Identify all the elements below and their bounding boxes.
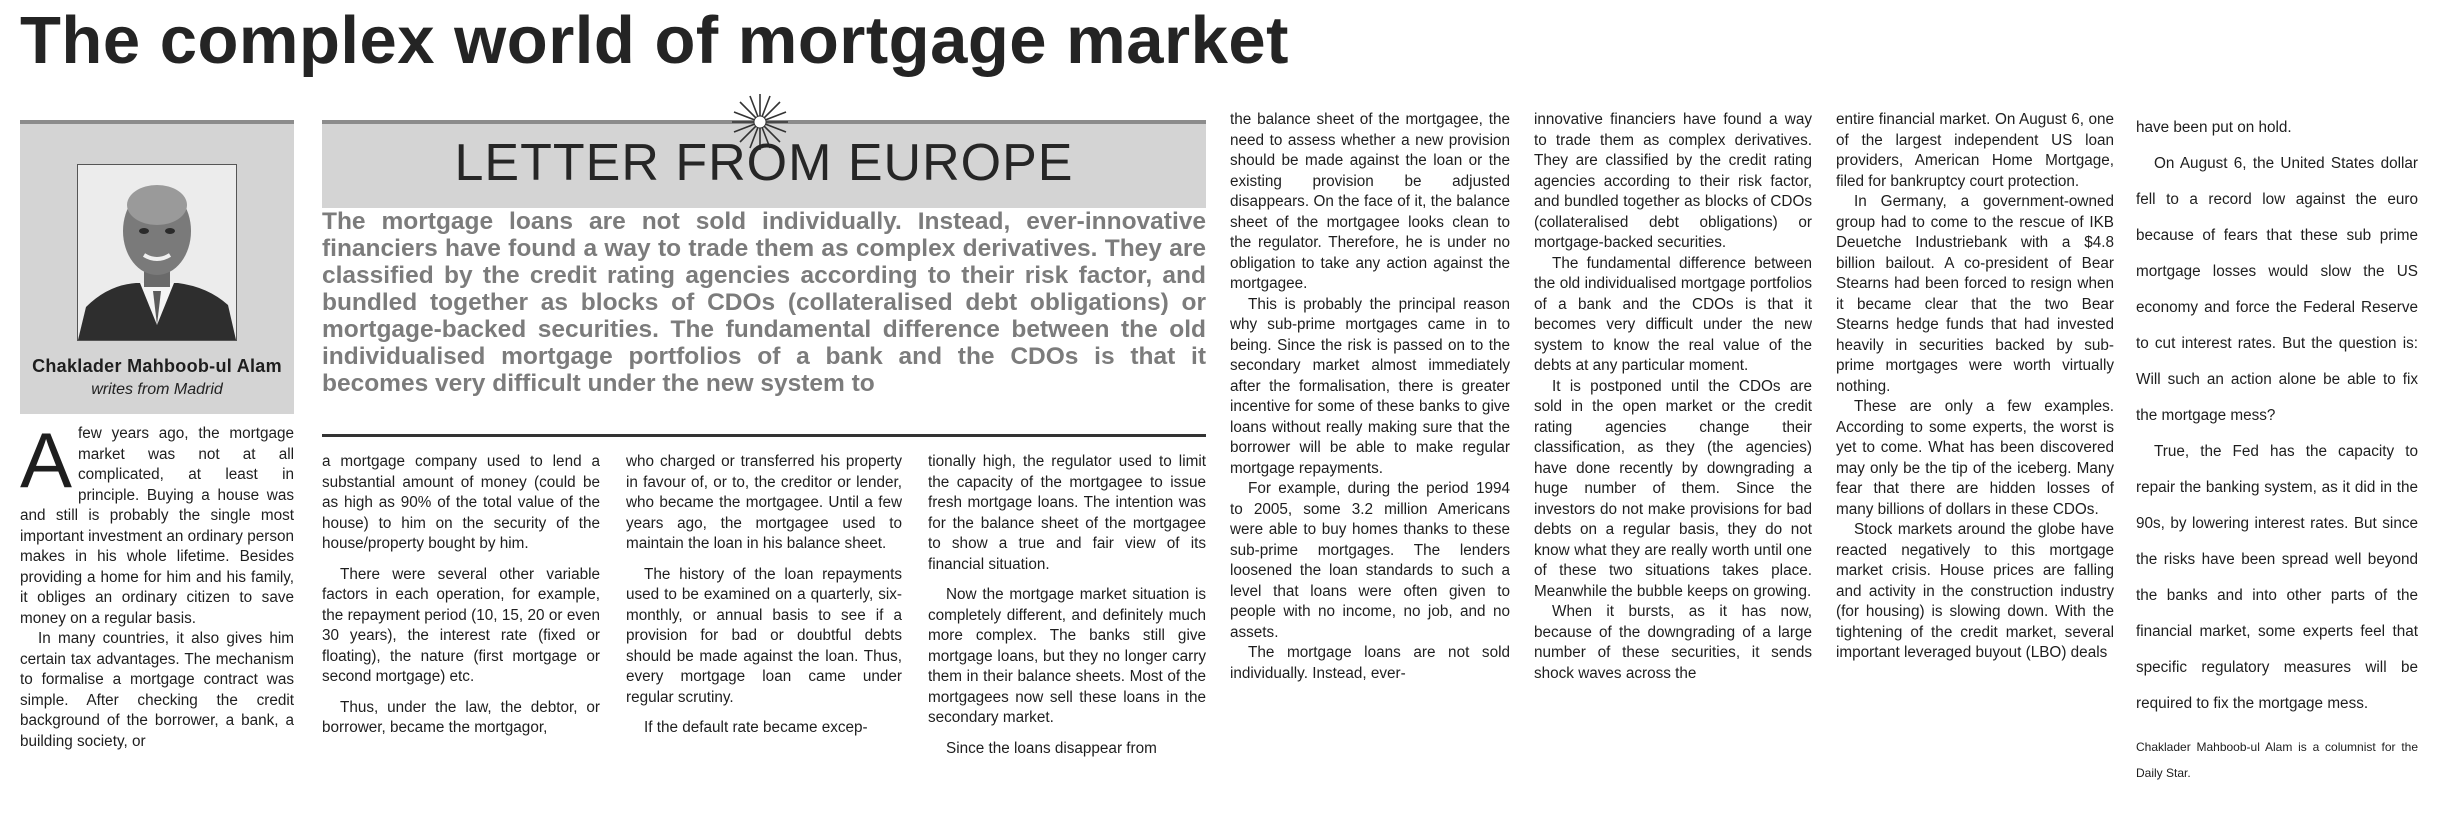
paragraph: In many countries, it also gives him certain tax advantages. The mechanism to formalise a mortgage contract was simple. After checking the credit background of the borrower, a bank, a building society, or bbox=[20, 630, 294, 750]
pull-quote: The mortgage loans are not sold individually. Instead, ever-innovative financiers have found a way to trade them as complex derivatives. They are classified by the credit rating agencies according to their risk factor, and bundled together as blocks of CDOs (collateralised debt obligations) or mortgage-backed securities. The fundamental difference between the old individualised mortgage portfolios of a bank and the CDOs is that it becomes very difficult under the new system to bbox=[322, 208, 1206, 397]
paragraph: This is probably the principal reason why sub-prime mortgages came in to being. Since the risk is passed on to the secondary market almost immediately after the formalisation, there is greater incentive for some of these banks to give loans without really making sure that the borrower will be able to make regular mortgage repayments. bbox=[1230, 295, 1510, 477]
article-column-2 bbox=[322, 452, 600, 814]
paragraph: In Germany, a government-owned group had to come to the rescue of IKB Deuetche Industriebank with a $4.8 billion bailout. A co-president of Bear Stearns had been forced to resign when it became clear that the two Bear Stearns hedge funds that had invested heavily in securities backed by sub-prime mortgages were worth virtually nothing. bbox=[1836, 193, 2114, 395]
section-title: LETTER FROM EUROPE bbox=[454, 134, 1074, 192]
paragraph: entire financial market. On August 6, one of the largest independent US loan providers, American Home Mortgage, filed for bankruptcy court protection. bbox=[1836, 111, 2114, 190]
paragraph: The history of the loan repayments used to be examined on a quarterly, six-monthly, or annual basis to see if a provision for bad or doubtful debts should be made against the loan. Thus, every mortgage loan came under regular scrutiny. bbox=[626, 565, 902, 706]
paragraph: Thus, under the law, the debtor, or borrower, became the mortgagor, bbox=[322, 698, 600, 736]
paragraph: Since the loans disappear from bbox=[946, 739, 1157, 757]
paragraph: True, the Fed has the capacity to repair the banking system, as it did in the 90s, by lowering interest rates. But since the risks have been spread well beyond the banks and into other parts of the financial market, some experts feel that specific regulatory measures will be required to fix the mortgage mess. bbox=[2136, 443, 2418, 712]
paragraph: the balance sheet of the mortgagee, the need to assess whether a new provision should be made against the loan or the existing provision be adjusted disappears. On the face of it, the balance sheet of the mortgagee looks clean to the regulator. Therefore, he is under no obligation to take any action against the mortgagee. bbox=[1230, 111, 1510, 292]
drop-cap: A bbox=[20, 424, 73, 504]
paragraph: For example, during the period 1994 to 2005, some 3.2 million Americans were able to buy homes thanks to these sub-prime mortgages. The lenders loosened the loan standards to such a level that loans were often given to people with no income, no job, and no assets. bbox=[1230, 480, 1510, 641]
author-note: Chaklader Mahboob-ul Alam is a columnist for the Daily Star. bbox=[2136, 740, 2418, 780]
divider-rule bbox=[322, 434, 1206, 437]
paragraph: innovative financiers have found a way to trade them as complex derivatives. They are classified by the credit rating agencies according to their risk factor, and bundled together as blocks of CDOs (collateralised debt obligations) or mortgage-backed securities. bbox=[1534, 111, 1812, 251]
paragraph: Stock markets around the globe have reacted negatively to this mortgage market crisis. House prices are falling and activity in the construction industry (for housing) is slowing down. With the tightening of the credit market, several important leveraged buyout (LBO) deals bbox=[1836, 521, 2114, 661]
author-name: Chaklader Mahboob-ul Alam bbox=[32, 356, 282, 376]
paragraph: The mortgage loans are not sold individually. Instead, ever- bbox=[1230, 644, 1510, 682]
paragraph: These are only a few examples. According to some experts, the worst is yet to come. What has been discovered may only be the tip of the iceberg. Many fear that there are hidden losses of many billions of dollars in these CDOs. bbox=[1836, 398, 2114, 518]
paragraph: It is postponed until the CDOs are sold in the open market or the credit rating agencies change their classification, as they (the agencies) have done recently by downgrading a huge number of them. Since the investors do not make provisions for bad debts on a regular basis, they do not know what they are really worth until one of these two situations takes place. Meanwhile the bubble keeps on growing. bbox=[1534, 377, 1812, 600]
paragraph: Now the mortgage market situation is completely different, and definitely much more complex. The banks still give mortgage loans, but they no longer carry them in their balance sheets. Most of the mortgagees now sell these loans in the secondary market. bbox=[928, 586, 1206, 726]
article-column-5 bbox=[1230, 110, 1510, 814]
author-portrait-icon bbox=[78, 165, 236, 340]
author-photo bbox=[77, 164, 237, 341]
paragraph: who charged or transferred his property in favour of, or to, the creditor or lender, who became the mortgagee. Until a few years ago, the mortgagee used to maintain the loan in his balance sheet. bbox=[626, 453, 902, 552]
paragraph: There were several other variable factors in each operation, for example, the repayment period (10, 15, 20 or even 30 years), the interest rate (fixed or floating), the nature (first mortgage or second mortgage) etc. bbox=[322, 565, 600, 685]
paragraph: a mortgage company used to lend a substantial amount of money (could be as high as 90% of the total value of the house) to him on the security of the house/property bought by him. bbox=[322, 453, 600, 552]
paragraph: have been put on hold. bbox=[2136, 119, 2292, 136]
article-column-7 bbox=[1836, 110, 2114, 814]
article-column-3 bbox=[626, 452, 902, 814]
paragraph: tionally high, the regulator used to limit the capacity of the mortgagee to issue fresh mortgage loans. The intention was for the balance sheet of the mortgagee to show a true and fair view of its financial situation. bbox=[928, 453, 1206, 573]
article-column-1 bbox=[20, 424, 294, 814]
author-box bbox=[20, 120, 294, 414]
headline: The complex world of mortgage market bbox=[20, 3, 1289, 78]
paragraph: On August 6, the United States dollar fell to a record low against the euro because of fears that these sub prime mortgage losses would slow the US economy and force the Federal Reserve to cut interest rates. But the question is: Will such an action alone be able to fix the mortgage mess? bbox=[2136, 155, 2418, 424]
paragraph: If the default rate became excep- bbox=[644, 719, 868, 736]
article-column-6 bbox=[1534, 110, 1812, 814]
paragraph: The fundamental difference between the old individualised mortgage portfolios of a bank and the CDOs is that it becomes very difficult under the new system to know the real value of the debts at any particular moment. bbox=[1534, 254, 1812, 374]
article-column-4 bbox=[928, 452, 1206, 814]
paragraph: When it bursts, as it has now, because of the downgrading of a large number of these securities, it sends shock waves across the bbox=[1534, 603, 1812, 682]
paragraph: Afew years ago, the mortgage market was not at all complicated, at least in principle. Buying a house was and still is probably the single most important investment an ordinary person makes in his whole lifetime. Besides providing a home for him and his family, it obliges an ordinary citizen to save money on a regular basis. bbox=[20, 424, 294, 627]
article-column-8 bbox=[2136, 110, 2418, 814]
author-location: writes from Madrid bbox=[91, 381, 223, 398]
